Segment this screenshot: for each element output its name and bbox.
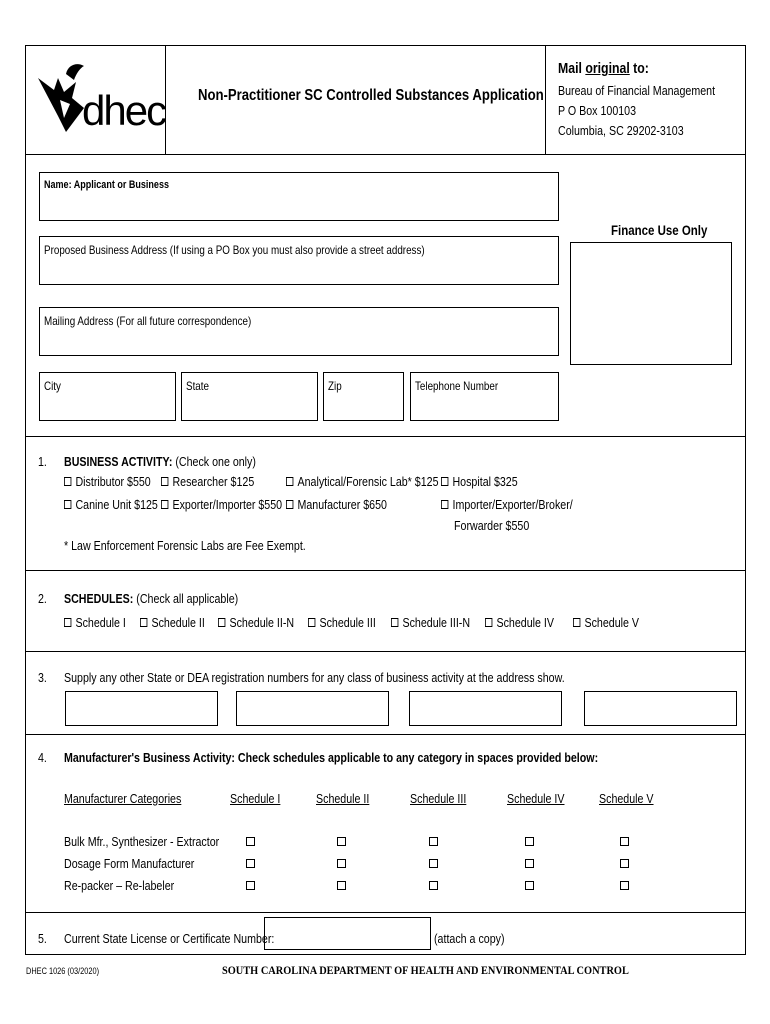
checkbox[interactable] <box>286 477 293 486</box>
checkbox[interactable] <box>308 618 315 627</box>
name-label: Name: Applicant or Business <box>44 179 169 191</box>
application-form <box>25 45 746 955</box>
option-exporter-importer[interactable]: Exporter/Importer $550 <box>161 497 282 512</box>
divider <box>26 912 745 913</box>
schedule-column-header: Schedule I <box>230 791 281 806</box>
checkbox[interactable] <box>391 618 398 627</box>
divider <box>26 436 745 437</box>
fee-exempt-note: * Law Enforcement Forensic Labs are Fee Exempt. <box>64 538 306 553</box>
state-field[interactable] <box>181 372 318 421</box>
divider <box>26 734 745 735</box>
license-number-field[interactable] <box>264 917 431 950</box>
checkbox[interactable] <box>161 477 168 486</box>
checkbox[interactable] <box>485 618 492 627</box>
option-manufacturer[interactable]: Manufacturer $650 <box>286 497 387 512</box>
category-label: Dosage Form Manufacturer <box>64 856 195 871</box>
option-hospital[interactable]: Hospital $325 <box>441 474 518 489</box>
finance-use-box <box>570 242 732 365</box>
telephone-label: Telephone Number <box>415 379 499 393</box>
telephone-field[interactable] <box>410 372 559 421</box>
schedule-column-header: Schedule II <box>316 791 370 806</box>
checkbox[interactable] <box>429 837 438 846</box>
finance-use-label: Finance Use Only <box>611 222 708 238</box>
mailing-address-label: Mailing Address (For all future correspondence) <box>44 314 252 328</box>
manufacturer-categories-header: Manufacturer Categories <box>64 791 182 806</box>
checkbox[interactable] <box>337 881 346 890</box>
schedule-option[interactable]: Schedule III <box>308 615 376 630</box>
schedule-column-header: Schedule IV <box>507 791 565 806</box>
checkbox[interactable] <box>429 859 438 868</box>
checkbox[interactable] <box>525 837 534 846</box>
registration-number-field[interactable] <box>236 691 389 726</box>
checkbox[interactable] <box>441 500 448 509</box>
option-researcher[interactable]: Researcher $125 <box>161 474 254 489</box>
schedule-column-header: Schedule V <box>599 791 654 806</box>
attach-copy-note: (attach a copy) <box>434 931 505 946</box>
checkbox[interactable] <box>64 477 71 486</box>
schedule-option[interactable]: Schedule V <box>573 615 639 630</box>
mail-address <box>558 81 715 141</box>
section5-number: 5. <box>38 931 47 946</box>
city-field[interactable] <box>39 372 176 421</box>
checkbox[interactable] <box>525 881 534 890</box>
option-analytical-forensic-lab[interactable]: Analytical/Forensic Lab* $125 <box>286 474 439 489</box>
checkbox[interactable] <box>161 500 168 509</box>
section1-number: 1. <box>38 454 47 469</box>
checkbox[interactable] <box>525 859 534 868</box>
checkbox[interactable] <box>620 881 629 890</box>
divider <box>26 651 745 652</box>
checkbox[interactable] <box>337 859 346 868</box>
schedule-option[interactable]: Schedule I <box>64 615 126 630</box>
schedule-option[interactable]: Schedule II <box>140 615 205 630</box>
schedule-option[interactable]: Schedule II-N <box>218 615 294 630</box>
state-label: State <box>186 379 209 393</box>
checkbox[interactable] <box>429 881 438 890</box>
registration-number-field[interactable] <box>65 691 218 726</box>
option-canine-unit[interactable]: Canine Unit $125 <box>64 497 158 512</box>
checkbox[interactable] <box>441 477 448 486</box>
agency-name: SOUTH CAROLINA DEPARTMENT OF HEALTH AND ENVIRONMENTAL CONTROL <box>222 965 629 977</box>
checkbox[interactable] <box>337 837 346 846</box>
mail-line: P O Box 100103 <box>558 103 637 118</box>
checkbox[interactable] <box>218 618 225 627</box>
checkbox[interactable] <box>620 837 629 846</box>
dhec-logo <box>36 60 166 140</box>
checkbox[interactable] <box>64 618 71 627</box>
checkbox[interactable] <box>246 837 255 846</box>
license-number-label: Current State License or Certificate Number: <box>64 931 275 946</box>
section1-heading: BUSINESS ACTIVITY: (Check one only) <box>64 454 256 469</box>
schedule-column-header: Schedule III <box>410 791 467 806</box>
business-address-label: Proposed Business Address (If using a PO Box you must also provide a street address) <box>44 243 425 257</box>
mail-heading: Mail original to: <box>558 60 649 77</box>
zip-field[interactable] <box>323 372 404 421</box>
section3-number: 3. <box>38 670 47 685</box>
section2-number: 2. <box>38 591 47 606</box>
mail-line: Bureau of Financial Management <box>558 83 716 98</box>
category-label: Bulk Mfr., Synthesizer - Extractor <box>64 834 220 849</box>
section2-heading: SCHEDULES: (Check all applicable) <box>64 591 239 606</box>
mailing-address-field[interactable] <box>39 307 559 356</box>
option-distributor[interactable]: Distributor $550 <box>64 474 151 489</box>
section4-title: Manufacturer's Business Activity: Check schedules applicable to any category in spaces provided below: <box>64 750 599 765</box>
zip-label: Zip <box>328 379 342 393</box>
header-divider-left <box>165 46 166 154</box>
checkbox[interactable] <box>140 618 147 627</box>
checkbox[interactable] <box>620 859 629 868</box>
option-importer-exporter-broker[interactable]: Importer/Exporter/Broker/ <box>441 497 573 512</box>
checkbox[interactable] <box>64 500 71 509</box>
checkbox[interactable] <box>573 618 580 627</box>
schedule-option[interactable]: Schedule III-N <box>391 615 470 630</box>
checkbox[interactable] <box>246 859 255 868</box>
registration-number-field[interactable] <box>584 691 737 726</box>
form-title: Non-Practitioner SC Controlled Substances Application <box>198 87 544 104</box>
section3-text: Supply any other State or DEA registration numbers for any class of business activity at the address show. <box>64 670 565 685</box>
mail-line: Columbia, SC 29202-3103 <box>558 123 684 138</box>
business-address-field[interactable] <box>39 236 559 285</box>
form-id: DHEC 1026 (03/2020) <box>26 966 100 976</box>
divider <box>26 570 745 571</box>
option-continuation: Forwarder $550 <box>454 518 530 533</box>
schedule-option[interactable]: Schedule IV <box>485 615 554 630</box>
checkbox[interactable] <box>286 500 293 509</box>
header-divider-right <box>545 46 546 154</box>
mail-to-block <box>558 60 715 141</box>
category-label: Re-packer – Re-labeler <box>64 878 175 893</box>
registration-number-field[interactable] <box>409 691 562 726</box>
checkbox[interactable] <box>246 881 255 890</box>
city-label: City <box>44 379 61 393</box>
divider <box>26 154 745 155</box>
logo-wordmark: dhec <box>82 87 166 134</box>
section4-number: 4. <box>38 750 47 765</box>
name-field[interactable] <box>39 172 559 221</box>
